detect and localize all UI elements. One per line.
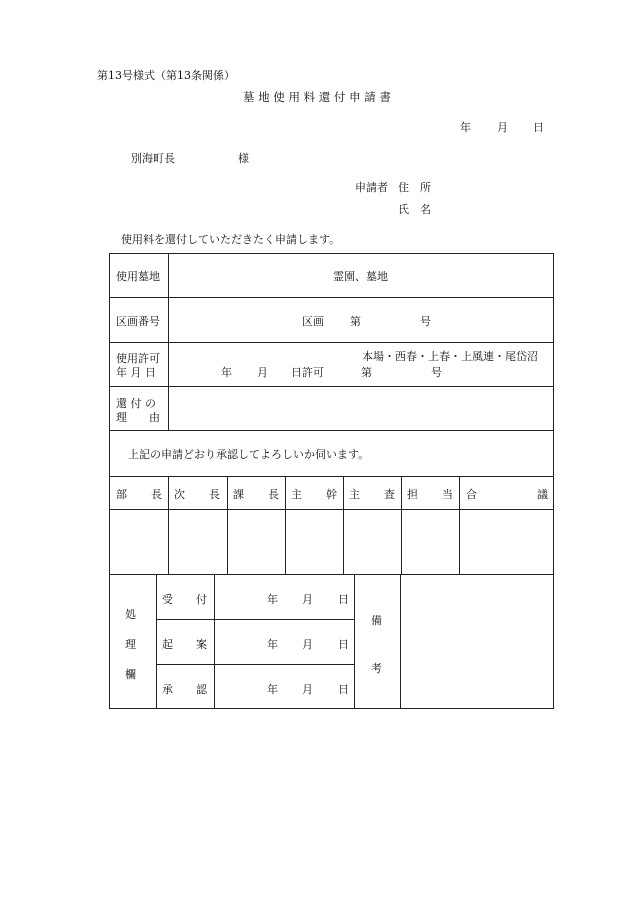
date-month: 月 [497,121,508,134]
approver-char: 課 [233,488,244,501]
processing-row-name [162,681,207,697]
recipient-honorific: 様 [238,152,249,165]
divider [354,574,355,709]
processing-char: 承 [162,683,173,696]
divider [156,664,354,665]
permit-day: 日許可 [291,366,324,379]
processing-label-3: 欄 [125,668,136,681]
divider [109,297,554,298]
processing-label-2: 理 [125,638,136,651]
processing-char: 付 [196,593,207,606]
plot-label: 区画番号 [116,315,160,328]
main-form-table [109,253,554,575]
processing-day: 日 [338,638,349,651]
divider [156,574,157,709]
date-day: 日 [533,121,544,134]
recipient: 別海町長 [131,152,175,165]
plot-number-suffix: 号 [420,315,431,328]
divider [214,574,215,709]
intro-text: 使用料を還付していただきたく申請します。 [121,233,341,246]
approver-char: 当 [442,488,453,501]
approver-char: 幹 [326,488,337,501]
divider [401,476,402,575]
approver-header-tanto [407,486,453,502]
processing-char: 認 [196,683,207,696]
divider [109,509,554,510]
approver-header-kacho [233,486,279,502]
reason-label-line2: 理 由 [116,411,160,424]
approver-char: 担 [407,488,418,501]
divider [109,430,554,431]
date-year: 年 [460,121,471,134]
processing-month: 月 [302,683,313,696]
processing-char: 案 [196,638,207,651]
processing-label-1: 処 [125,608,136,621]
plot-section: 区画 [302,315,324,328]
permit-label-line2: 年 月 日 [116,366,156,379]
processing-day: 日 [338,683,349,696]
cemetery-label: 使用墓地 [116,270,160,283]
approver-header-bucho [116,486,162,502]
divider [285,476,286,575]
divider [227,476,228,575]
processing-day: 日 [338,593,349,606]
permit-number-suffix: 号 [431,366,442,379]
approver-char: 合 [466,488,477,501]
approver-char: 議 [537,488,548,501]
divider [459,476,460,575]
processing-year: 年 [267,683,278,696]
divider [168,476,169,575]
approval-text: 上記の申請どおり承認してよろしいか伺います。 [128,448,370,461]
divider [109,386,554,387]
approver-header-gogi [466,486,548,502]
approver-char: 長 [151,488,162,501]
divider [109,342,554,343]
approver-header-shukan [291,486,337,502]
approver-char: 部 [116,488,127,501]
divider [168,253,169,430]
applicant-label: 申請者 [355,181,388,194]
processing-year: 年 [267,638,278,651]
approver-header-shusa [349,486,395,502]
processing-row-name [162,636,207,652]
divider [156,619,354,620]
permit-month: 月 [257,366,268,379]
divider [109,476,554,477]
plot-number-prefix: 第 [350,315,361,328]
approver-char: 査 [384,488,395,501]
remarks-label-1: 備 [371,614,382,627]
permit-number-prefix: 第 [361,366,372,379]
page-title: 墓 地 使 用 料 還 付 申 請 書 [243,90,391,104]
divider [343,476,344,575]
processing-year: 年 [267,593,278,606]
approver-header-jicho [174,486,220,502]
approver-char: 主 [291,488,302,501]
processing-month: 月 [302,638,313,651]
reason-label-line1: 還 付 の [116,397,156,410]
processing-month: 月 [302,593,313,606]
approver-char: 次 [174,488,185,501]
remarks-label-2: 考 [371,662,382,675]
cemetery-value: 霊園、墓地 [333,270,388,283]
processing-row-name [162,591,207,607]
form-number: 第13号様式（第13条関係） [97,69,235,82]
approver-char: 主 [349,488,360,501]
divider [400,574,401,709]
processing-char: 起 [162,638,173,651]
processing-char: 受 [162,593,173,606]
approver-char: 長 [268,488,279,501]
permit-locations: 本場・西春・上春・上風連・尾岱沼 [362,350,538,363]
permit-year: 年 [221,366,232,379]
name-label: 氏 名 [398,203,431,216]
address-label: 住 所 [398,181,431,194]
permit-label-line1: 使用許可 [116,352,160,365]
approver-char: 長 [209,488,220,501]
